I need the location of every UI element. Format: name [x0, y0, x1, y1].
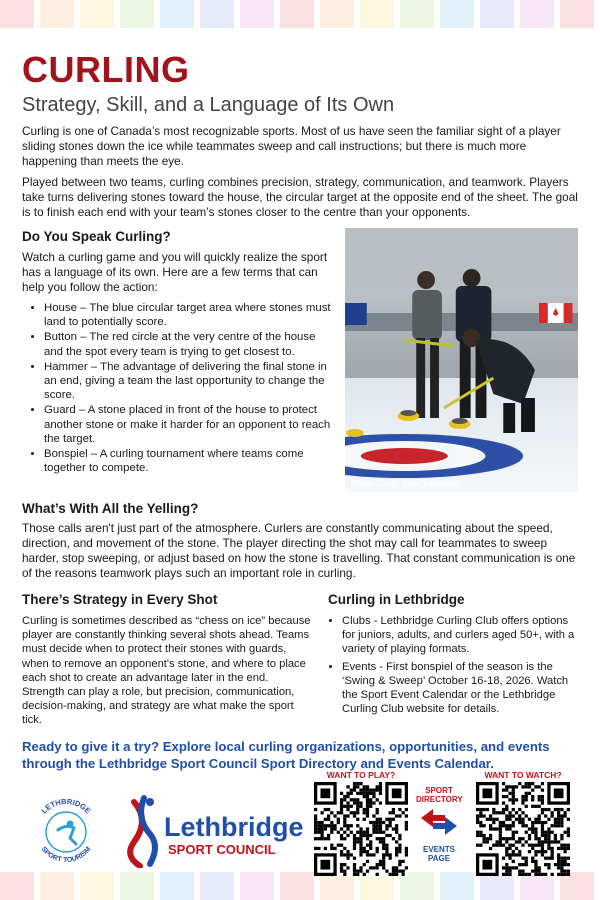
term-button: • Button – The red circle at the very centre of the house and the spot every team is trying to get closest to.	[44, 330, 335, 358]
sport-council-logo	[120, 792, 320, 868]
top-color-stripe	[0, 0, 600, 28]
strategy-heading: There’s Strategy in Every Shot	[22, 592, 218, 607]
stripe-swatch	[0, 0, 34, 28]
stripe-swatch	[520, 0, 554, 28]
page-subtitle: Strategy, Skill, and a Language of Its Own	[22, 94, 395, 116]
lethbridge-events-item: • Events - First bonspiel of the season is the ‘Swing & Sweep’ October 16-18, 2026. Watch the Sport Event Calendar or the Lethbridge Curling Club website for details.	[342, 660, 578, 716]
strategy-section	[22, 587, 312, 728]
lethbridge-clubs-item: • Clubs - Lethbridge Curling Club offers options for juniors, adults, and curlers aged 50+, with a variety of playing formats.	[342, 614, 578, 656]
term-hammer: • Hammer – The advantage of delivering the final stone in an end, giving a team the last opportunity to change the score.	[44, 360, 335, 403]
tourism-logo-bottom-text: SPORT TOURISM	[39, 845, 93, 865]
photo-credit: Photo Credit: Blair Takahashi	[350, 478, 461, 488]
swap-arrows-icon	[419, 807, 459, 837]
council-logo-sub: SPORT COUNCIL	[168, 842, 276, 857]
stripe-swatch	[440, 0, 474, 28]
qr-arrows	[416, 786, 462, 863]
svg-text:SPORT TOURISM	[40, 846, 93, 864]
sport-council-emblem	[120, 792, 320, 868]
stripe-swatch	[280, 0, 314, 28]
stripe-swatch	[80, 0, 114, 28]
lethbridge-list	[328, 614, 578, 716]
stripe-swatch	[120, 0, 154, 28]
footer	[22, 770, 578, 882]
strategy-paragraph: Curling is sometimes described as “chess on ice” because player are constantly thinking several shots ahead. Teams must decide when to protect their stones with guards, when to remove an opponent's stone, and where to place each shot to create an advantage later in the end. Strength can play a role, but precision, communication, decision-making, and strategy are what make the sport tick.	[22, 615, 311, 727]
term-guard: • Guard – A stone placed in front of the house to protect another stone or make it harder for an opponent to reach the target.	[44, 403, 335, 446]
term-bonspiel: • Bonspiel – A curling tournament where teams come together to compete.	[44, 447, 335, 475]
bottom-columns	[22, 587, 578, 728]
play-qr-block	[314, 770, 408, 881]
want-to-play-label: WANT TO PLAY?	[326, 770, 396, 780]
curling-terms-list	[22, 301, 335, 475]
stripe-swatch	[40, 0, 74, 28]
stripe-swatch	[200, 0, 234, 28]
poster-content	[22, 50, 578, 772]
yelling-heading: What’s With All the Yelling?	[22, 501, 199, 516]
stripe-swatch	[240, 0, 274, 28]
want-to-watch-label: WANT TO WATCH?	[484, 770, 562, 780]
events-page-qr-code[interactable]	[476, 782, 570, 876]
events-page-label: EVENTS PAGE	[422, 845, 455, 863]
sport-directory-qr-code[interactable]	[314, 782, 408, 876]
stripe-swatch	[400, 0, 434, 28]
stripe-swatch	[160, 0, 194, 28]
stripe-swatch	[480, 0, 514, 28]
speak-curling-intro: Watch a curling game and you will quickly realize the sport has a language of its own. Here are a few terms that can help you follow the action:	[22, 250, 328, 294]
lethbridge-heading: Curling in Lethbridge	[328, 592, 465, 607]
lethbridge-section	[328, 587, 578, 728]
page-title: CURLING	[22, 49, 190, 90]
yelling-paragraph: Those calls aren't just part of the atmosphere. Curlers are constantly communicating about the speed, direction, and movement of the stone. The player directing the shot may call for teammates to sweep harder, stop sweeping, or adjust based on how the stone is travelling. That constant communication is one of the reasons teamwork plays such an important role in curling.	[22, 521, 576, 580]
tourism-logo-top-text: LETHBRIDGE	[39, 796, 93, 816]
speak-curling-heading: Do You Speak Curling?	[22, 229, 171, 244]
sport-tourism-logo	[28, 792, 104, 868]
intro-paragraph-2: Played between two teams, curling combines precision, strategy, communication, and teamwork. Players take turns delivering stones toward the house, the circular target at the opposite end of the sheet. The goal is to finish each end with your team’s stones closer to the centre than your opponents.	[22, 175, 578, 219]
curling-photo	[345, 228, 578, 492]
intro-paragraph-1: Curling is one of Canada’s most recognizable sports. Most of us have seen the familiar sight of a player sliding stones down the ice while teammates sweep and call instructions; but there is much more happening than meets the eye.	[22, 124, 561, 168]
call-to-action: Ready to give it a try? Explore local curling organizations, opportunities, and events through the Lethbridge Sport Council Sport Directory and Events Calendar.	[22, 738, 550, 771]
watch-qr-block	[476, 770, 570, 881]
term-house: • House – The blue circular target area where stones must land to potentially score.	[44, 301, 335, 329]
stripe-swatch	[560, 0, 594, 28]
sport-directory-label: SPORT DIRECTORY	[416, 786, 463, 804]
speak-curling-section	[22, 248, 578, 492]
council-logo-name: Lethbridge	[164, 812, 304, 842]
curling-photo-illustration	[345, 228, 578, 492]
stripe-swatch	[320, 0, 354, 28]
stripe-swatch	[360, 0, 394, 28]
